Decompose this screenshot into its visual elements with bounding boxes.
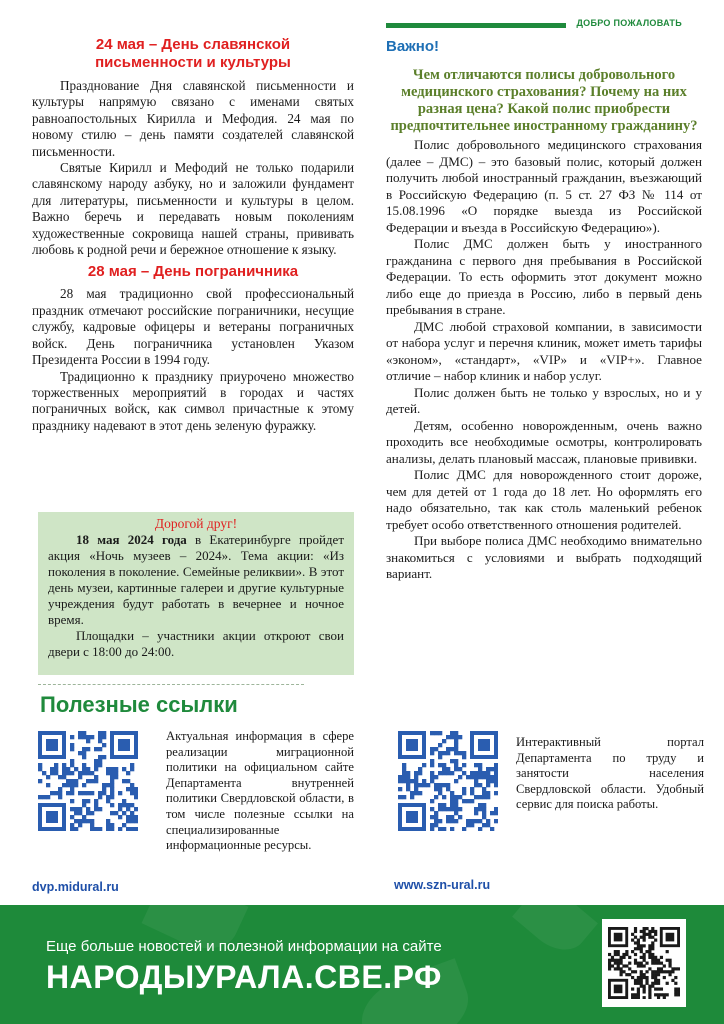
footer-site-link[interactable]: НАРОДЫУРАЛА.СВЕ.РФ bbox=[46, 959, 442, 995]
dms-paragraph: При выборе полиса ДМС необходимо внимательно знакомиться с условиями и выбрать подходящий вариант. bbox=[386, 533, 702, 581]
dms-paragraph: Детям, особенно новорожденным, очень важно проходить все необходимые осмотры, контролировать анализы, делать плановый массаж, плановые прививки. bbox=[386, 417, 702, 466]
qr-code-icon[interactable] bbox=[608, 927, 680, 999]
border-guard-heading: 28 мая – День пограничника bbox=[87, 263, 299, 281]
dvp-link-description: Актуальная информация в сфере реализации миграционной политики на официальном сайте Департамента внутренней политики Свердловской области, в том числе полезные ссылки на специализированные информационные ресурсы. bbox=[166, 729, 354, 853]
note-paragraph-1 bbox=[48, 532, 344, 628]
szn-url-link[interactable]: www.szn-ural.ru bbox=[394, 878, 491, 892]
right-column bbox=[386, 36, 702, 583]
slavic-day-paragraph-2: Святые Кирилл и Мефодий не только подарили славянскому народу азбуку, но и заложили фундамент для литературы, письменности и культуры в целом. Важно беречь и передавать новым поколениям художественные сокровища нашей страны, прививать любовь к родной речи и бережное отношение к языку. bbox=[32, 160, 354, 258]
header-bar bbox=[386, 14, 710, 36]
qr-code-icon[interactable] bbox=[398, 731, 498, 831]
slavic-day-heading: 24 мая – День славянской письменности и культуры bbox=[95, 36, 291, 71]
header-green-line bbox=[386, 23, 566, 28]
important-label: Важно! bbox=[386, 38, 440, 55]
slavic-day-paragraph-1: Празднование Дня славянской письменности и культуры напрямую связано с именами святых равноапостольных Кирилла и Мефодия. 24 мая по новому стилю – день памяти создателей славянской письменности. bbox=[32, 78, 354, 159]
museum-night-note bbox=[38, 512, 354, 675]
left-column bbox=[32, 36, 354, 434]
note-greeting: Дорогой друг! bbox=[154, 516, 238, 531]
footer-subtitle: Еще больше новостей и полезной информации на сайте bbox=[46, 938, 442, 955]
note-date: 18 мая 2024 года bbox=[76, 532, 187, 547]
leaf-decoration bbox=[512, 905, 598, 962]
note-paragraph-2: Площадки – участники акции откроют свои двери с 18:00 до 24:00. bbox=[48, 628, 344, 659]
qr-code-icon[interactable] bbox=[38, 731, 138, 831]
szn-link-description: Интерактивный портал Департамента по труду и занятости населения Свердловской области. Удобный сервис для поиска работы. bbox=[516, 735, 704, 812]
dms-paragraph: Полис добровольного медицинского страхования (далее – ДМС) – это базовый полис, который должен получить любой иностранный гражданин, въезжающий в Российскую Федерацию (п. 5 ст. 27 ФЗ № 114 от 15.08.1996 «О порядке выезда из Российской Федерации и въезда в Российскую Федерацию»). bbox=[386, 137, 702, 235]
dms-paragraph: Полис ДМС для новорожденного стоит дороже, чем для детей от 1 года до 18 лет. Но оформлять его надо обязательно, так как столь маленький ребенок требует особо ответственного отношения родителей. bbox=[386, 467, 702, 532]
footer-qr-frame bbox=[602, 919, 686, 1007]
dms-paragraph: Полис ДМС должен быть у иностранного гражданина с первого дня пребывания в Российской Федерации. То есть оформить этот документ можно либо еще до приезда в Россию, либо в первый день пребывания в стране. bbox=[386, 236, 702, 317]
useful-links-title: Полезные ссылки bbox=[40, 692, 238, 717]
section-divider bbox=[38, 684, 304, 685]
border-guard-paragraph-2: Традиционно к празднику приурочено множество торжественных мероприятий в городах и частях пограничных войск, как символ причастные к этому празднику надевают в этот день зеленую фуражку. bbox=[32, 368, 354, 433]
dvp-url-link[interactable]: dvp.midural.ru bbox=[32, 880, 119, 894]
border-guard-paragraph-1: 28 мая традиционно свой профессиональный праздник отмечают российские пограничники, несущие службу, кадровые офицеры и ветераны пограничных войск. День пограничника установлен Указом Президента России в 1994 году. bbox=[32, 286, 354, 368]
dms-paragraph: ДМС любой страховой компании, в зависимости от набора услуг и перечня клиник, может иметь тарифы «эконом», «стандарт», «VIP» и «VIP+». Главное отличие – набор клиник и набор услуг. bbox=[386, 318, 702, 383]
welcome-label: ДОБРО ПОЖАЛОВАТЬ bbox=[576, 18, 682, 28]
dms-paragraph: Полис должен быть не только у взрослых, но и у детей. bbox=[386, 384, 702, 416]
note-paragraph-1-text: в Екатеринбурге пройдет акция «Ночь музеев – 2024». Тема акции: «Из поколения в поколение. Семейные реликвии». В этот день музеи, картинные галереи и другие культурные учреждения будут работать в вечернее и ночное время. bbox=[48, 532, 344, 627]
dms-question-heading: Чем отличаются полисы добровольного медицинского страхования? Почему на них разная цена? Какой полис приобрести предпочтительнее иностранному гражданину? bbox=[390, 67, 698, 134]
footer-banner bbox=[0, 905, 724, 1024]
